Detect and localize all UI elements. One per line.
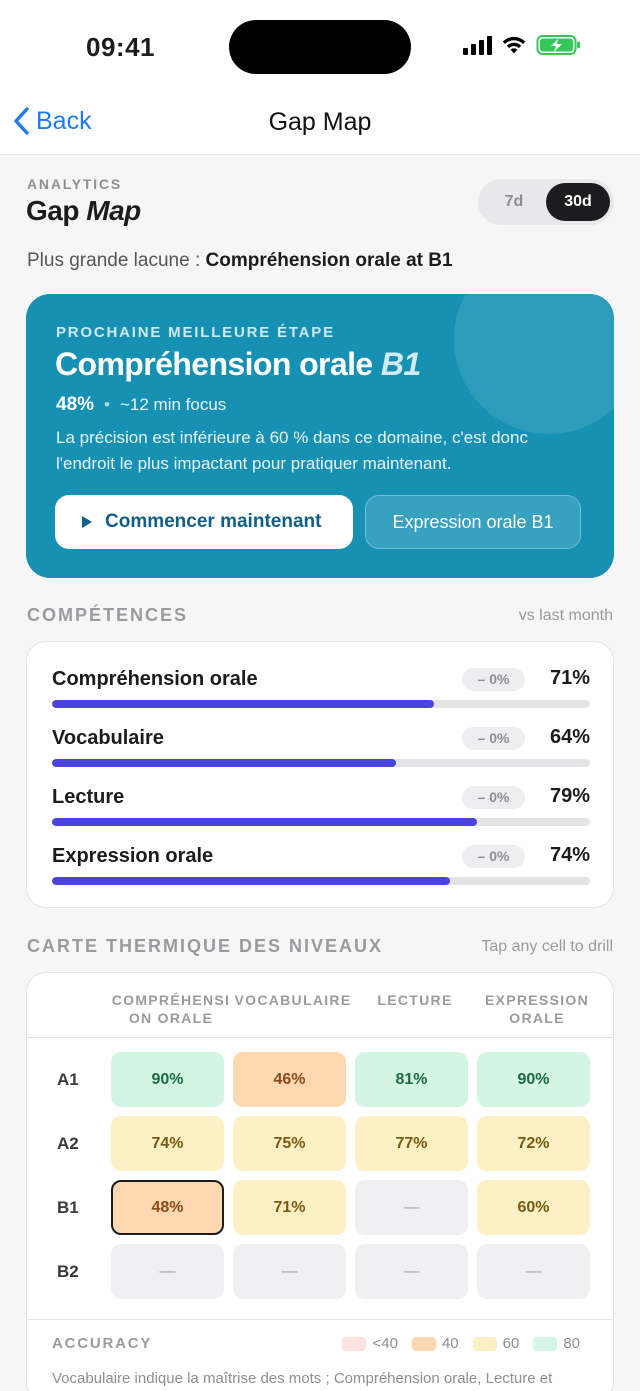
skill-progress-fill bbox=[52, 877, 450, 885]
skills-heading: COMPÉTENCES bbox=[27, 605, 189, 625]
next-step-eyebrow: PROCHAINE MEILLEURE ÉTAPE bbox=[56, 324, 335, 341]
accuracy-legend: <40 40 60 80 bbox=[334, 1335, 580, 1352]
dynamic-island bbox=[229, 20, 411, 74]
skill-progress-fill bbox=[52, 818, 477, 826]
accuracy-legend-label: ACCURACY bbox=[52, 1335, 153, 1352]
cellular-signal-icon bbox=[463, 35, 492, 55]
skill-delta-badge: – 0% bbox=[462, 668, 525, 691]
skill-row[interactable] bbox=[52, 668, 590, 708]
skill-name: Lecture bbox=[52, 786, 125, 808]
skill-name: Vocabulaire bbox=[52, 727, 164, 749]
legend-swatch bbox=[473, 1337, 497, 1351]
next-step-description: La précision est inférieure à 60 % dans ce domaine, c'est donc l'endroit le plus impactant pour pratiquer maintenant. bbox=[56, 428, 528, 473]
heatmap-cell[interactable]: 48% bbox=[111, 1180, 224, 1235]
skill-progress-fill bbox=[52, 759, 396, 767]
legend-swatch bbox=[342, 1337, 366, 1351]
column-header: EXPRESSION ORALE bbox=[484, 992, 590, 1026]
skill-progress-fill bbox=[52, 700, 434, 708]
navigation-bar bbox=[0, 92, 640, 155]
skill-row[interactable] bbox=[52, 786, 590, 826]
heatmap-footer-divider bbox=[27, 1319, 614, 1320]
range-7d-button[interactable]: 7d bbox=[482, 183, 546, 221]
play-icon bbox=[81, 515, 93, 529]
heatmap-cell[interactable]: — bbox=[233, 1244, 346, 1299]
heatmap-note: Tap any cell to drill bbox=[481, 938, 613, 955]
heatmap-cell[interactable]: — bbox=[111, 1244, 224, 1299]
decorative-circle bbox=[454, 294, 614, 434]
heatmap-cell[interactable]: 60% bbox=[477, 1180, 590, 1235]
next-step-title: Compréhension orale B1 bbox=[55, 346, 421, 382]
heatmap-cell[interactable]: 81% bbox=[355, 1052, 468, 1107]
meta-separator: • bbox=[104, 395, 110, 414]
nav-title: Gap Map bbox=[268, 108, 372, 136]
next-step-card bbox=[26, 294, 614, 578]
skill-value: 74% bbox=[549, 844, 590, 866]
skills-card bbox=[26, 641, 614, 908]
range-toggle bbox=[478, 179, 614, 225]
analytics-eyebrow: ANALYTICS bbox=[27, 176, 123, 192]
legend-swatch bbox=[533, 1337, 557, 1351]
heatmap-cell[interactable]: — bbox=[355, 1244, 468, 1299]
heatmap-card bbox=[26, 972, 614, 1391]
skill-name: Expression orale bbox=[52, 845, 214, 867]
heatmap-cell[interactable]: — bbox=[355, 1180, 468, 1235]
heatmap-cell[interactable]: 46% bbox=[233, 1052, 346, 1107]
column-header: COMPRÉHENSI ON ORALE bbox=[111, 992, 231, 1026]
column-header: VOCABULAIRE bbox=[234, 992, 352, 1008]
start-now-button[interactable]: Commencer maintenant bbox=[55, 495, 353, 549]
heatmap-footnote: Vocabulaire indique la maîtrise des mots ; Compréhension orale, Lecture et bbox=[52, 1370, 553, 1387]
row-label: B2 bbox=[57, 1262, 79, 1281]
skill-value: 64% bbox=[549, 726, 590, 748]
status-bar bbox=[0, 0, 640, 92]
legend-swatch bbox=[412, 1337, 436, 1351]
back-label: Back bbox=[36, 106, 92, 135]
heatmap-cell[interactable]: 77% bbox=[355, 1116, 468, 1171]
skill-progress-track bbox=[52, 818, 590, 826]
heatmap-cell[interactable]: 71% bbox=[233, 1180, 346, 1235]
heatmap-cell[interactable]: 90% bbox=[111, 1052, 224, 1107]
status-time: 09:41 bbox=[86, 32, 155, 62]
skills-note: vs last month bbox=[518, 607, 613, 624]
skill-progress-track bbox=[52, 759, 590, 767]
row-label: A1 bbox=[57, 1070, 79, 1089]
skill-row[interactable] bbox=[52, 845, 590, 885]
skill-value: 79% bbox=[549, 785, 590, 807]
heatmap-divider bbox=[27, 1037, 614, 1038]
biggest-gap-value: Compréhension orale at B1 bbox=[205, 250, 453, 271]
heatmap-cell[interactable]: — bbox=[477, 1244, 590, 1299]
skill-progress-track bbox=[52, 700, 590, 708]
heatmap-cell[interactable]: 75% bbox=[233, 1116, 346, 1171]
alternate-step-button[interactable]: Expression orale B1 bbox=[365, 495, 581, 549]
heatmap-cell[interactable]: 90% bbox=[477, 1052, 590, 1107]
skill-value: 71% bbox=[549, 667, 590, 689]
status-icons bbox=[463, 34, 582, 56]
focus-time: ~12 min focus bbox=[119, 395, 227, 414]
next-step-accuracy: 48% bbox=[56, 394, 95, 415]
range-30d-button[interactable]: 30d bbox=[546, 183, 610, 221]
row-label: B1 bbox=[57, 1198, 79, 1217]
next-step-meta bbox=[56, 394, 226, 416]
skill-delta-badge: – 0% bbox=[462, 786, 525, 809]
skill-delta-badge: – 0% bbox=[462, 727, 525, 750]
wifi-icon bbox=[501, 35, 527, 55]
heatmap-cell[interactable]: 74% bbox=[111, 1116, 224, 1171]
skill-name: Compréhension orale bbox=[52, 668, 258, 690]
skill-progress-track bbox=[52, 877, 590, 885]
biggest-gap-line: Plus grande lacune : Compréhension orale at B1 bbox=[27, 250, 453, 271]
heatmap-heading: CARTE THERMIQUE DES NIVEAUX bbox=[27, 936, 384, 956]
row-label: A2 bbox=[57, 1134, 79, 1153]
skill-row[interactable] bbox=[52, 727, 590, 767]
page-title: Gap Map bbox=[26, 195, 141, 226]
column-header: LECTURE bbox=[377, 992, 453, 1008]
heatmap-cell[interactable]: 72% bbox=[477, 1116, 590, 1171]
next-step-level: B1 bbox=[380, 346, 421, 382]
skill-delta-badge: – 0% bbox=[462, 845, 525, 868]
battery-charging-icon bbox=[536, 34, 582, 56]
